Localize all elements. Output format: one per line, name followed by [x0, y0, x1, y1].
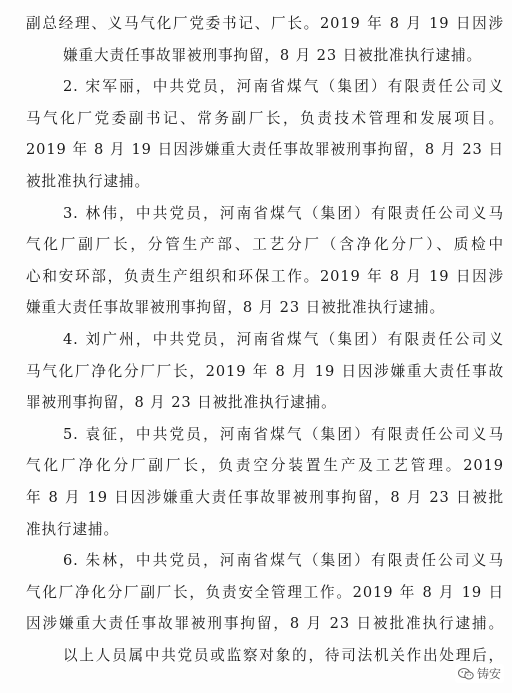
watermark [455, 664, 504, 683]
text-line: 3. 林伟，中共党员，河南省煤气（集团）有限责任公司义马 [63, 204, 504, 222]
text-line: 2. 宋军丽，中共党员，河南省煤气（集团）有限责任公司义 [63, 78, 504, 96]
text-line: 嫌重大责任事故罪被刑事拘留，8 月 23 日被批准执行逮捕。 [63, 46, 483, 64]
text-line: 气化厂净化分厂副厂长，负责空分装置生产及工艺管理。2019 [26, 457, 504, 475]
text-line: 气化厂净化分厂副厂长，负责安全管理工作。2019 年 8 月 19 日 [26, 583, 504, 601]
watermark-text: 铸安 [476, 667, 501, 681]
wechat-icon [458, 667, 474, 681]
text-line: 以上人员属中共党员或监察对象的，待司法机关作出处理后， [63, 647, 504, 664]
text-line: 马气化厂净化分厂厂长，2019 年 8 月 19 日因涉嫌重大责任事故 [26, 362, 504, 380]
text-line: 被批准执行逮捕。 [26, 173, 150, 190]
text-line: 准执行逮捕。 [26, 520, 119, 538]
text-line: 气化厂副厂长，分管生产部、工艺分厂（含净化分厂）、质检中 [26, 236, 504, 254]
text-line: 心和安环部，负责生产组织和环保工作。2019 年 8 月 19 日因涉 [26, 267, 504, 285]
text-line: 罪被刑事拘留，8 月 23 日被批准执行逮捕。 [26, 394, 337, 412]
text-line: 马气化厂党委副书记、常务副厂长，负责技术管理和发展项目。 [26, 109, 504, 127]
text-line: 6. 朱林，中共党员，河南省煤气（集团）有限责任公司义马 [63, 552, 504, 570]
text-line: 副总经理、义马气化厂党委书记、厂长。2019 年 8 月 19 日因涉 [26, 15, 504, 32]
text-line: 因涉嫌重大责任事故罪被刑事拘留，8 月 23 日被批准执行逮捕。 [26, 615, 504, 633]
text-line: 年 8 月 19 日因涉嫌重大责任事故罪被刑事拘留，8 月 23 日被批 [26, 489, 504, 506]
text-line: 5. 袁征，中共党员，河南省煤气（集团）有限责任公司义马 [63, 425, 504, 443]
text-line: 嫌重大责任事故罪被刑事拘留，8 月 23 日被批准执行逮捕。 [26, 299, 446, 317]
text-line: 4. 刘广州，中共党员，河南省煤气（集团）有限责任公司义 [63, 331, 504, 348]
text-line: 2019 年 8 月 19 日因涉嫌重大责任事故罪被刑事拘留，8 月 23 日 [26, 141, 504, 159]
